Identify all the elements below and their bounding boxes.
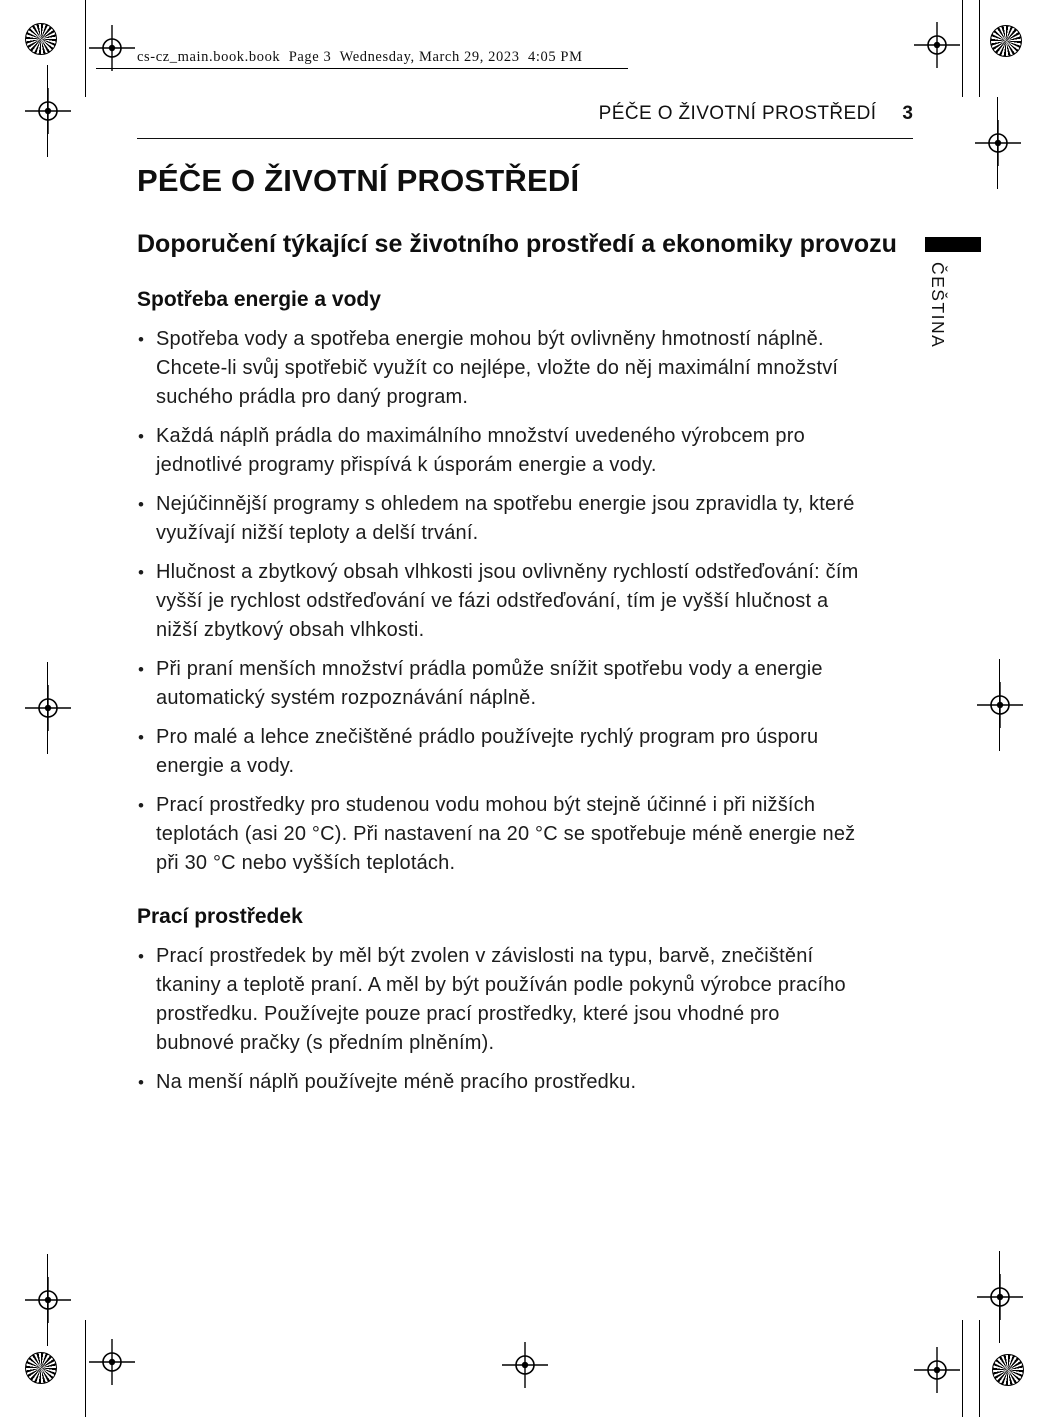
bullet-item: • Každá náplň prádla do maximálního množství uvedeného výrobcem pro jednotlivé programy přispívá k úsporám energie a vody. bbox=[137, 422, 861, 480]
starburst-mark-icon bbox=[992, 1354, 1024, 1386]
side-tab-bar bbox=[925, 237, 981, 252]
subsection-heading-energy-water: Spotřeba energie a vody bbox=[137, 288, 381, 311]
subsection-heading-detergent: Prací prostředek bbox=[137, 905, 303, 928]
registration-mark-icon bbox=[976, 681, 1024, 729]
registration-mark-icon bbox=[976, 1273, 1024, 1321]
bullet-item: • Při praní menších množství prádla pomůže snížit spotřebu vody a energie automatický systém rozpoznávání náplně. bbox=[137, 655, 861, 713]
page-number: 3 bbox=[902, 103, 913, 124]
bullet-item: • Pro malé a lehce znečištěné prádlo používejte rychlý program pro úsporu energie a vody. bbox=[137, 723, 861, 781]
crop-line bbox=[96, 68, 628, 69]
crop-line bbox=[979, 0, 980, 97]
registration-mark-icon bbox=[501, 1341, 549, 1389]
running-header bbox=[137, 103, 913, 139]
starburst-mark-icon bbox=[25, 23, 57, 55]
bullet-item: • Nejúčinnější programy s ohledem na spotřebu energie jsou zpravidla ty, které využívají nižší teploty a delší trvání. bbox=[137, 490, 861, 548]
bullet-item: • Na menší náplň používejte méně pracího prostředku. bbox=[137, 1068, 861, 1097]
bullet-item: • Spotřeba vody a spotřeba energie mohou být ovlivněny hmotností náplně. Chcete-li svůj spotřebič využít co nejlépe, vložte do něj maximální množství suchého prádla pro daný program. bbox=[137, 325, 861, 412]
starburst-mark-icon bbox=[990, 25, 1022, 57]
registration-mark-icon bbox=[974, 119, 1022, 167]
bullet-item: • Hlučnost a zbytkový obsah vlhkosti jsou ovlivněny rychlostí odstřeďování: čím vyšší je rychlost odstřeďování ve fázi odstřeďování, tím je vyšší hlučnost a nižší zbytkový obsah vlhkosti. bbox=[137, 558, 861, 645]
running-header-title: PÉČE O ŽIVOTNÍ PROSTŘEDÍ bbox=[598, 103, 877, 124]
crop-line bbox=[85, 1320, 86, 1417]
page-title: PÉČE O ŽIVOTNÍ PROSTŘEDÍ bbox=[137, 163, 580, 198]
registration-mark-icon bbox=[24, 87, 72, 135]
crop-line bbox=[962, 0, 963, 97]
bullet-item: • Prací prostředek by měl být zvolen v závislosti na typu, barvě, znečištění tkaniny a teplotě praní. A měl by být používán podle pokynů výrobce pracího prostředku. Používejte pouze prací prostředky, které jsou vhodné pro bubnové pračky (s předním plněním). bbox=[137, 942, 861, 1058]
registration-mark-icon bbox=[24, 684, 72, 732]
crop-line bbox=[979, 1320, 980, 1417]
registration-mark-icon bbox=[913, 1346, 961, 1394]
bullet-item: • Prací prostředky pro studenou vodu mohou být stejně účinné i při nižších teplotách (asi 20 °C). Při nastavení na 20 °C se spotřebuje méně energie než při 30 °C nebo vyšších teplotách. bbox=[137, 791, 861, 878]
registration-mark-icon bbox=[88, 24, 136, 72]
crop-line bbox=[962, 1320, 963, 1417]
registration-mark-icon bbox=[913, 21, 961, 69]
bullet-list-detergent bbox=[137, 942, 861, 1097]
side-tab-language-label: ČEŠTINA bbox=[928, 262, 948, 349]
starburst-mark-icon bbox=[25, 1352, 57, 1384]
crop-line bbox=[85, 0, 86, 97]
section-title: Doporučení týkající se životního prostředí a ekonomiky provozu bbox=[137, 230, 897, 258]
registration-mark-icon bbox=[88, 1338, 136, 1386]
bullet-list-energy-water bbox=[137, 325, 861, 878]
page-content bbox=[137, 103, 913, 1107]
registration-mark-icon bbox=[24, 1276, 72, 1324]
print-slug-line: cs-cz_main.book.book Page 3 Wednesday, March 29, 2023 4:05 PM bbox=[137, 49, 583, 65]
